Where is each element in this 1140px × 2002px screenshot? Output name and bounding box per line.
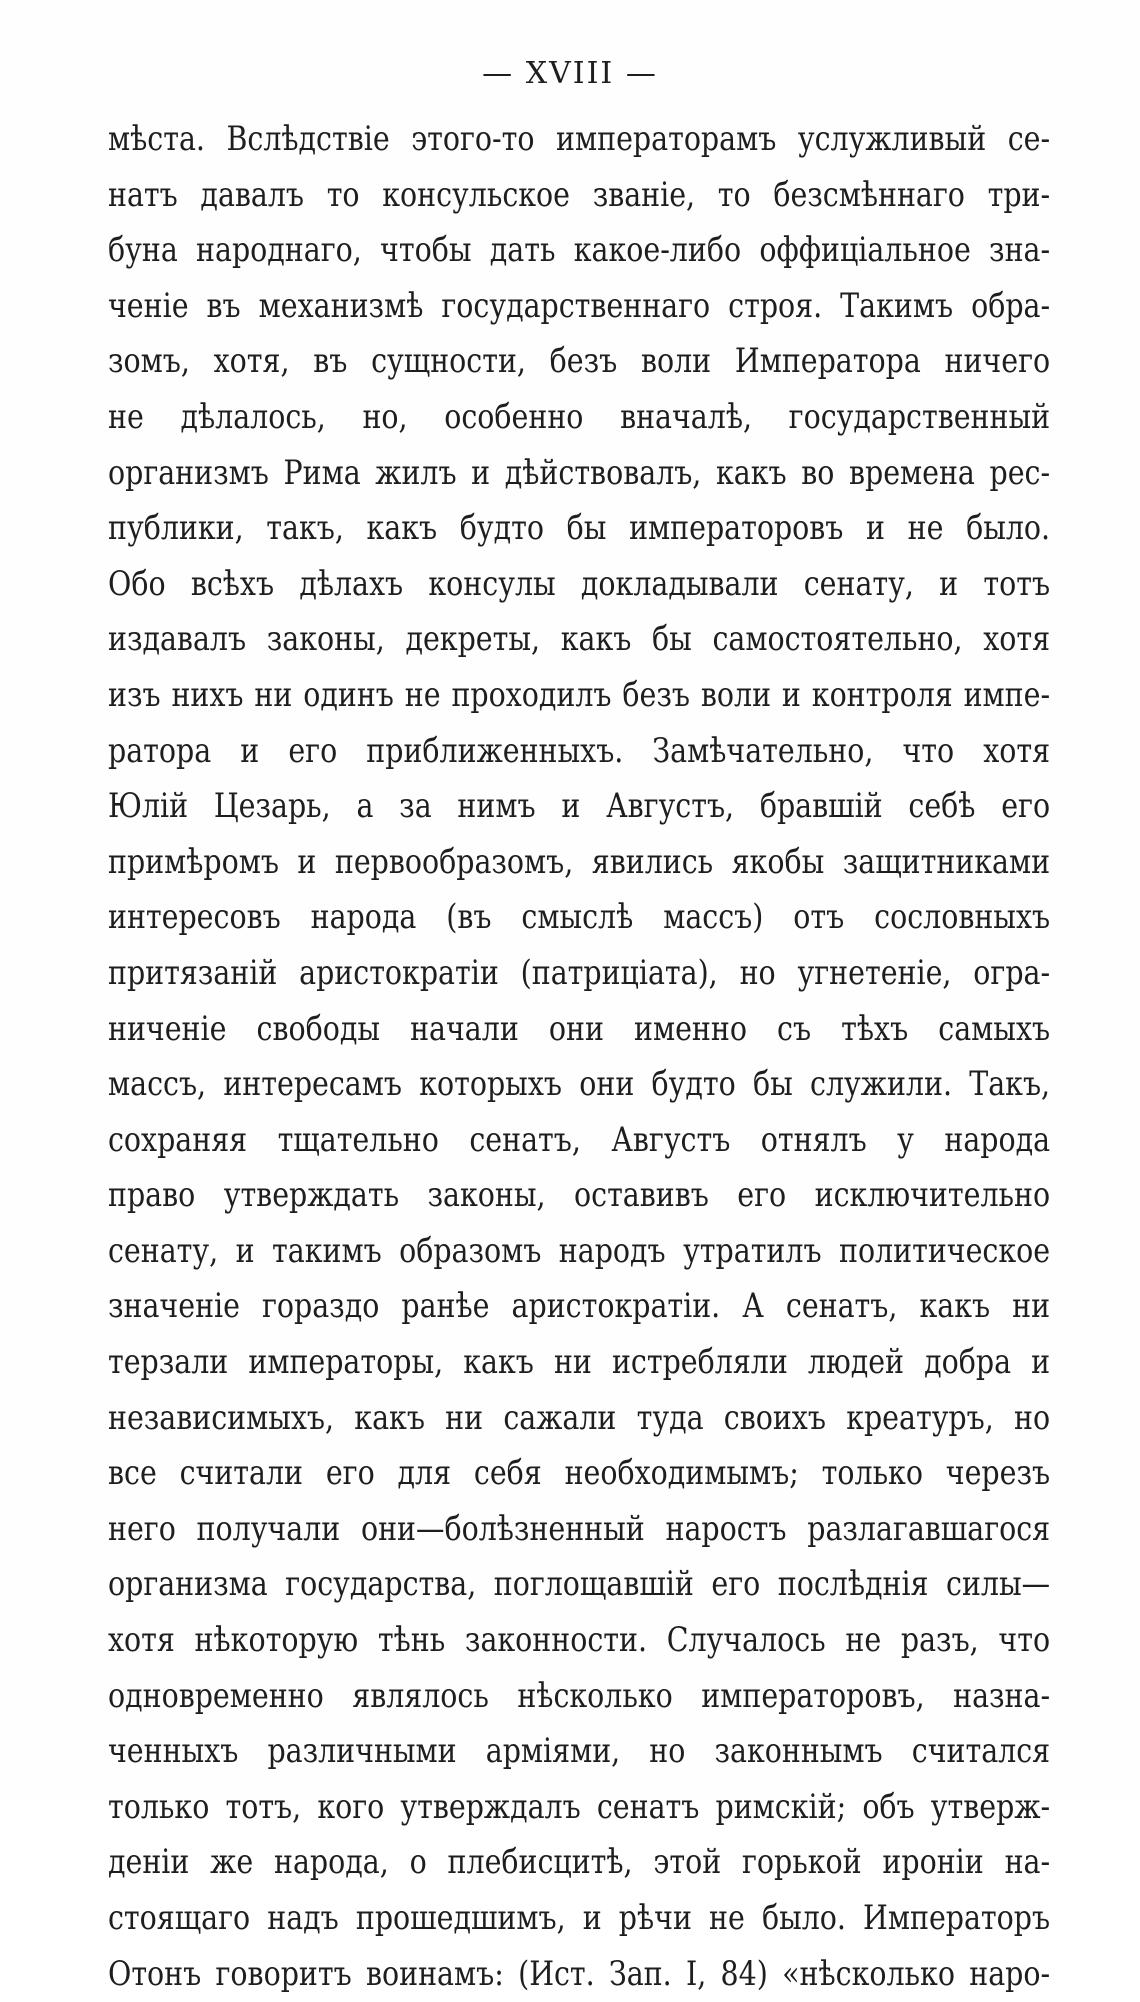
text-line: мѣста. Вслѣдствіе этого-то императорамъ услужливый се-	[108, 119, 1051, 159]
text-line: ченныхъ различными арміями, но законнымъ считался	[108, 1731, 1051, 1772]
text-line: организмъ Рима жилъ и дѣйствовалъ, какъ во времена рес-	[108, 452, 1051, 493]
text-line: примѣромъ и первообразомъ, явились якобы защитниками	[108, 841, 1051, 882]
text-line: издавалъ законы, декреты, какъ бы самостоятельно, хотя	[108, 619, 1051, 660]
text-line: публики, такъ, какъ будто бы императоровъ и не было.	[108, 508, 1051, 549]
text-line: все считали его для себя необходимымъ; только черезъ	[108, 1453, 1051, 1494]
text-line: ратора и его приближенныхъ. Замѣчательно, что хотя	[108, 730, 1051, 771]
text-line: Юлій Цезарь, а за нимъ и Августъ, бравшій себѣ его	[108, 786, 1051, 827]
text-line: зомъ, хотя, въ сущности, безъ воли Императора ничего	[108, 341, 1051, 382]
text-line: хотя нѣкоторую тѣнь законности. Случалось не разъ, что	[108, 1620, 1051, 1661]
text-line: одновременно являлось нѣсколько императоровъ, назна-	[108, 1675, 1051, 1716]
text-line: значеніе гораздо ранѣе аристократіи. А сенатъ, какъ ни	[108, 1286, 1051, 1327]
text-line: ченіе въ механизмѣ государственнаго строя. Такимъ обра-	[108, 285, 1051, 326]
text-line: сохраняя тщательно сенатъ, Августъ отнялъ у народа	[108, 1119, 1051, 1160]
text-line: организма государства, поглощавшій его послѣднія силы—	[108, 1564, 1051, 1605]
text-line: натъ давалъ то консульское званіе, то безсмѣннаго три-	[108, 174, 1051, 215]
text-line: Отонъ говоритъ воинамъ: (Ист. Зап. I, 84) «нѣсколько наро-	[108, 1953, 1051, 1994]
text-line: деніи же народа, о плебисцитѣ, этой горькой ироніи на-	[108, 1842, 1051, 1883]
text-line: право утверждать законы, оставивъ его исключительно	[108, 1175, 1051, 1216]
body-text	[108, 112, 1050, 2002]
text-line: изъ нихъ ни одинъ не проходилъ безъ воли и контроля импе-	[108, 674, 1051, 715]
text-line: притязаній аристократіи (патриціата), но угнетеніе, огра-	[108, 952, 1051, 993]
text-line: стоящаго надъ прошедшимъ, и рѣчи не было. Императоръ	[108, 1898, 1051, 1938]
text-line: интересовъ народа (въ смыслѣ массъ) отъ сословныхъ	[108, 897, 1051, 938]
text-line: массъ, интересамъ которыхъ они будто бы служили. Такъ,	[108, 1064, 1051, 1105]
text-line: буна народнаго, чтобы дать какое-либо оффиціальное зна-	[108, 230, 1051, 271]
text-line: сенату, и такимъ образомъ народъ утратилъ политическое	[108, 1230, 1051, 1271]
text-line: независимыхъ, какъ ни сажали туда своихъ креатуръ, но	[108, 1397, 1051, 1438]
text-line: Обо всѣхъ дѣлахъ консулы докладывали сенату, и тотъ	[108, 563, 1051, 604]
text-line: не дѣлалось, но, особенно вначалѣ, государственный	[108, 396, 1051, 437]
text-line: только тотъ, кого утверждалъ сенатъ римскій; объ утверж-	[108, 1786, 1051, 1827]
text-line: него получали они—болѣзненный наростъ разлагавшагося	[108, 1508, 1051, 1549]
text-line: ниченіе свободы начали они именно съ тѣхъ самыхъ	[108, 1008, 1051, 1049]
page-number: — XVIII —	[482, 56, 658, 91]
text-line: терзали императоры, какъ ни истребляли людей добра и	[108, 1342, 1051, 1383]
